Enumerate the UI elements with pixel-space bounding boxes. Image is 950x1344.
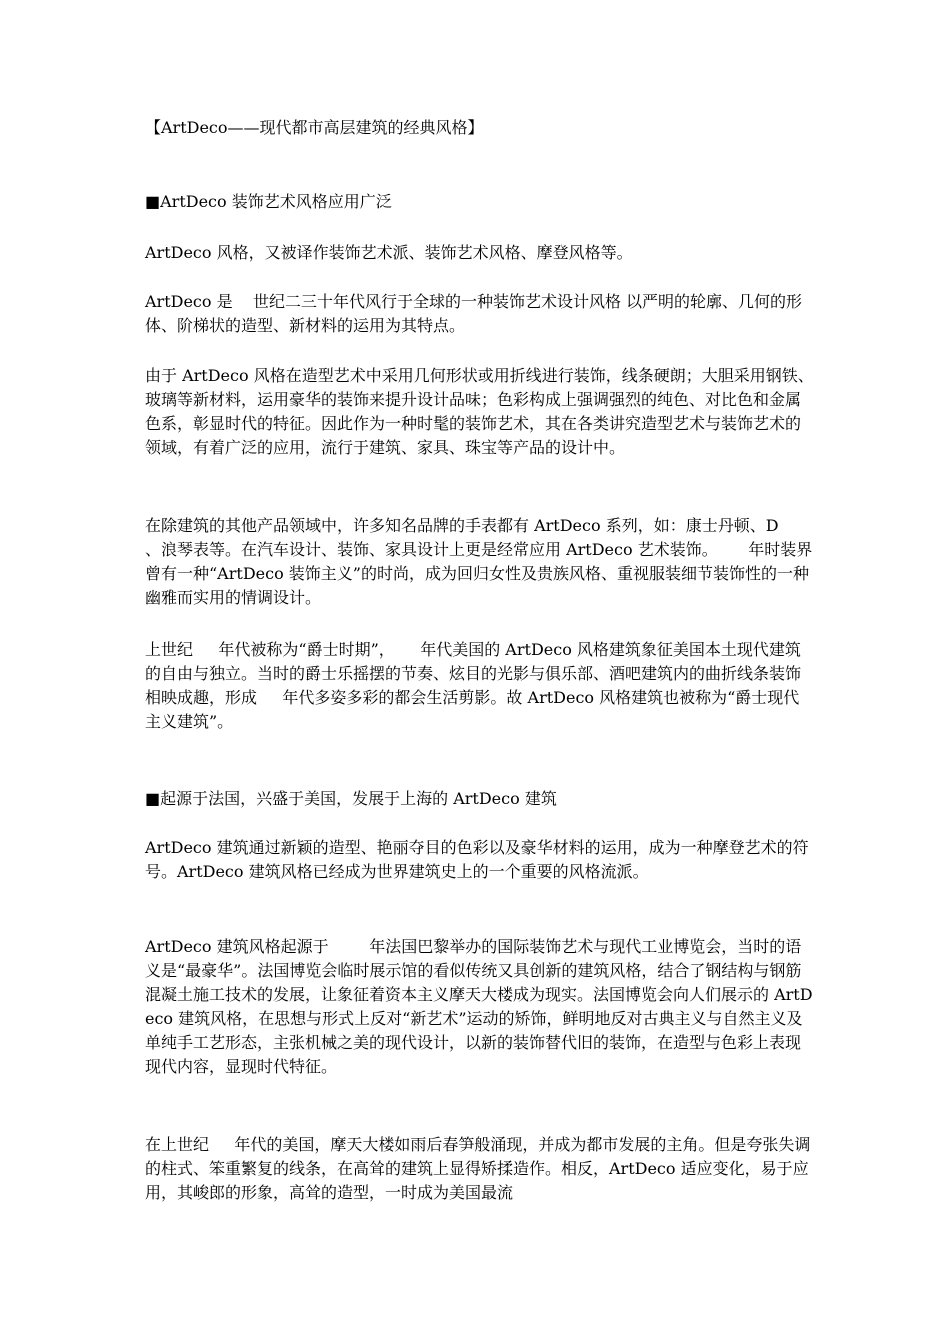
section2-paragraph-1: ArtDeco 建筑通过新颖的造型、艳丽夺目的色彩以及豪华材料的运用，成为一种摩登艺术的符号。ArtDeco 建筑风格已经成为世界建筑史上的一个重要的风格流派。: [145, 838, 809, 881]
section1-paragraph-1: ArtDeco 风格，又被译作装饰艺术派、装饰艺术风格、摩登风格等。: [145, 243, 633, 262]
section2-paragraph-3: 在上世纪 年代的美国，摩天大楼如雨后春笋般涌现，并成为都市发展的主角。但是夸张失调的柱式、笨重繁复的线条，在高耸的建筑上显得矫揉造作。相反，ArtDeco 适应变化，易于应用，其峻郎的形象，高耸的造型，一时成为美国最流: [145, 1135, 811, 1202]
section-heading-2: ■起源于法国，兴盛于美国，发展于上海的 ArtDeco 建筑: [145, 789, 557, 808]
section1-paragraph-3: 由于 ArtDeco 风格在造型艺术中采用几何形状或用折线进行装饰，线条硬朗；大胆采用钢铁、玻璃等新材料，运用豪华的装饰来提升设计品味；色彩构成上强调强烈的纯色、对比色和金属色系，彰显时代的特征。因此作为一种时髦的装饰艺术，其在各类讲究造型艺术与装饰艺术的领域，有着广泛的应用，流行于建筑、家具、珠宝等产品的设计中。: [145, 366, 814, 457]
section1-paragraph-5: 上世纪 年代被称为“爵士时期”， 年代美国的 ArtDeco 风格建筑象征美国本土现代建筑的自由与独立。当时的爵士乐摇摆的节奏、炫目的光影与俱乐部、酒吧建筑内的曲折线条装饰相映成趣，形成 年代多姿多彩的都会生活剪影。故 ArtDeco 风格建筑也被称为“爵士现代主义建筑”。: [145, 640, 802, 731]
section2-paragraph-2: ArtDeco 建筑风格起源于 年法国巴黎举办的国际装饰艺术与现代工业博览会，当时的语义是“最豪华”。法国博览会临时展示馆的看似传统又具创新的建筑风格，结合了钢结构与钢筋混凝土施工技术的发展，让象征着资本主义摩天大楼成为现实。法国博览会向人们展示的 ArtDeco 建筑风格，在思想与形式上反对“新艺术”运动的矫饰，鲜明地反对古典主义与自然主义及单纯手工艺形态，主张机械之美的现代设计，以新的装饰替代旧的装饰，在造型与色彩上表现现代内容，显现时代特征。: [145, 937, 813, 1076]
section1-paragraph-2: ArtDeco 是 世纪二三十年代风行于全球的一种装饰艺术设计风格 以严明的轮廓、几何的形体、阶梯状的造型、新材料的运用为其特点。: [145, 292, 803, 335]
section1-paragraph-4: 在除建筑的其他产品领域中，许多知名品牌的手表都有 ArtDeco 系列，如：康士丹顿、D 、浪琴表等。在汽车设计、装饰、家具设计上更是经常应用 ArtDeco 艺术装饰。 年时装界曾有一种“ArtDeco 装饰主义”的时尚，成为回归女性及贵族风格、重视服装细节装饰性的一种幽雅而实用的情调设计。: [145, 516, 813, 607]
document-title: 【ArtDeco——现代都市高层建筑的经典风格】: [145, 118, 484, 137]
section-heading-1: ■ArtDeco 装饰艺术风格应用广泛: [145, 192, 392, 211]
